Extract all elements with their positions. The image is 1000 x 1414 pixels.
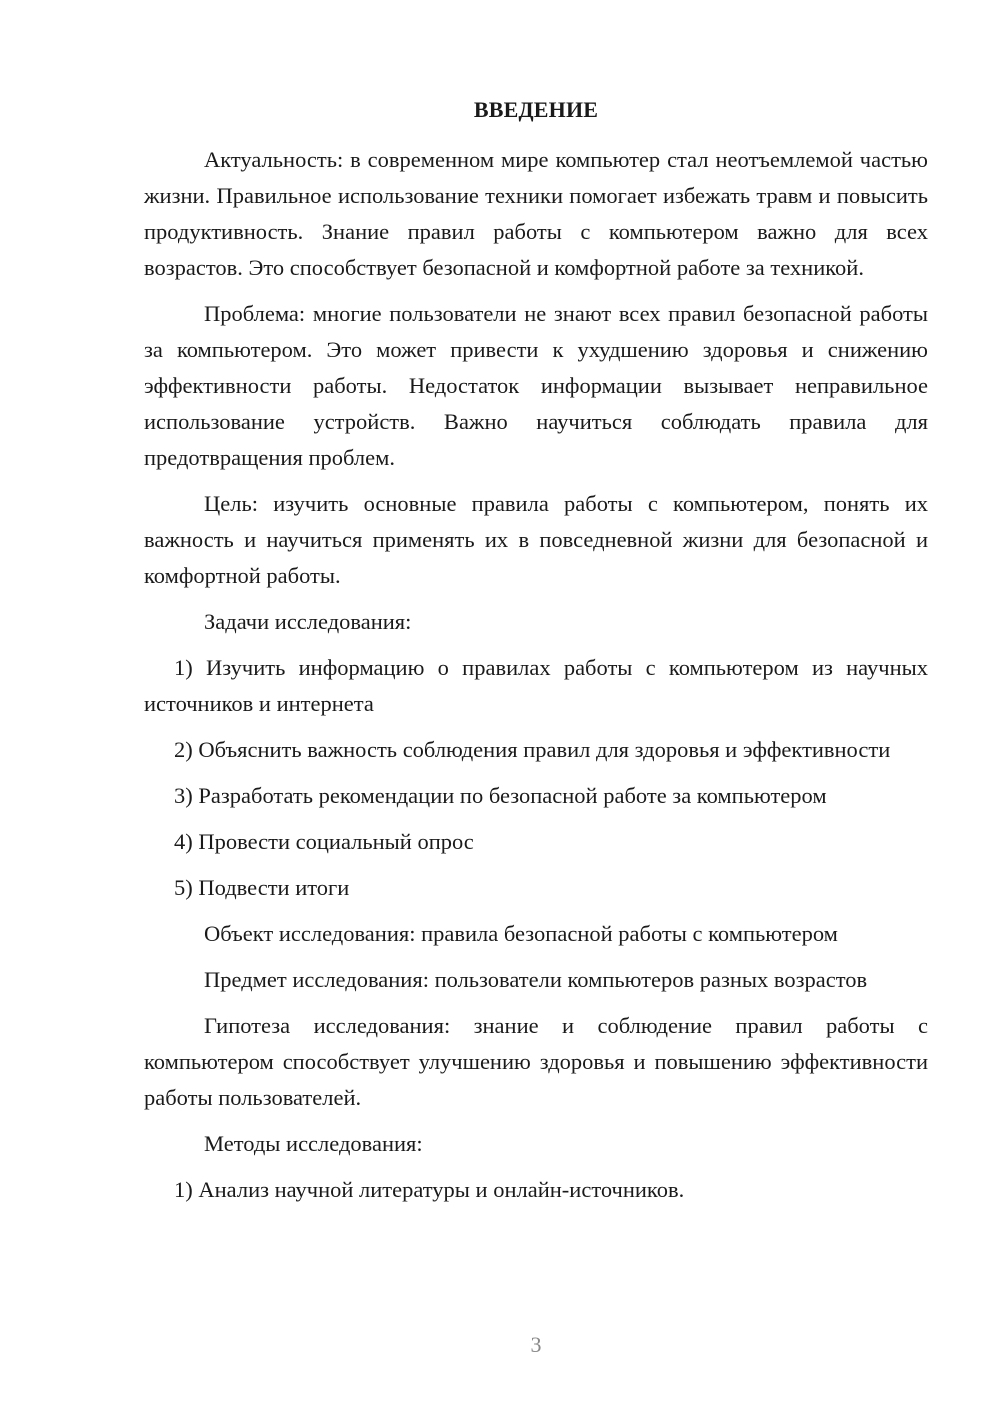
page-number: 3: [530, 1332, 542, 1357]
hypothesis-paragraph: Гипотеза исследования: знание и соблюдение правил работы с компьютером способствует улучшению здоровья и повышению эффективности работы пользователей.: [144, 1013, 928, 1110]
goal-paragraph: Цель: изучить основные правила работы с компьютером, понять их важность и научиться применять их в повседневной жизни для безопасной и комфортной работы.: [144, 491, 928, 588]
task-item: 3) Разработать рекомендации по безопасной работе за компьютером: [174, 783, 827, 808]
problem-paragraph: Проблема: многие пользователи не знают всех правил безопасной работы за компьютером. Это может привести к ухудшению здоровья и снижению эффективности работы. Недостаток информации вызывает неправильное использование устройств. Важно научиться соблюдать правила для предотвращения проблем.: [144, 301, 928, 470]
object-paragraph: Объект исследования: правила безопасной работы с компьютером: [204, 921, 838, 946]
tasks-heading: Задачи исследования:: [204, 609, 412, 634]
method-item: 1) Анализ научной литературы и онлайн-источников.: [174, 1177, 685, 1202]
task-item: 1) Изучить информацию о правилах работы с компьютером из научных источников и интернета: [144, 655, 928, 716]
subject-paragraph: Предмет исследования: пользователи компьютеров разных возрастов: [204, 967, 868, 992]
relevance-paragraph: Актуальность: в современном мире компьютер стал неотъемлемой частью жизни. Правильное использование техники помогает избежать травм и повысить продуктивность. Знание правил работы с компьютером важно для всех возрастов. Это способствует безопасной и комфортной работе за техникой.: [144, 147, 928, 280]
document-page: [144, 92, 928, 1218]
task-item: 5) Подвести итоги: [174, 875, 350, 900]
section-title: ВВЕДЕНИЕ: [473, 97, 599, 122]
methods-heading: Методы исследования:: [204, 1131, 423, 1156]
task-item: 4) Провести социальный опрос: [174, 829, 474, 854]
task-item: 2) Объяснить важность соблюдения правил для здоровья и эффективности: [174, 737, 891, 762]
